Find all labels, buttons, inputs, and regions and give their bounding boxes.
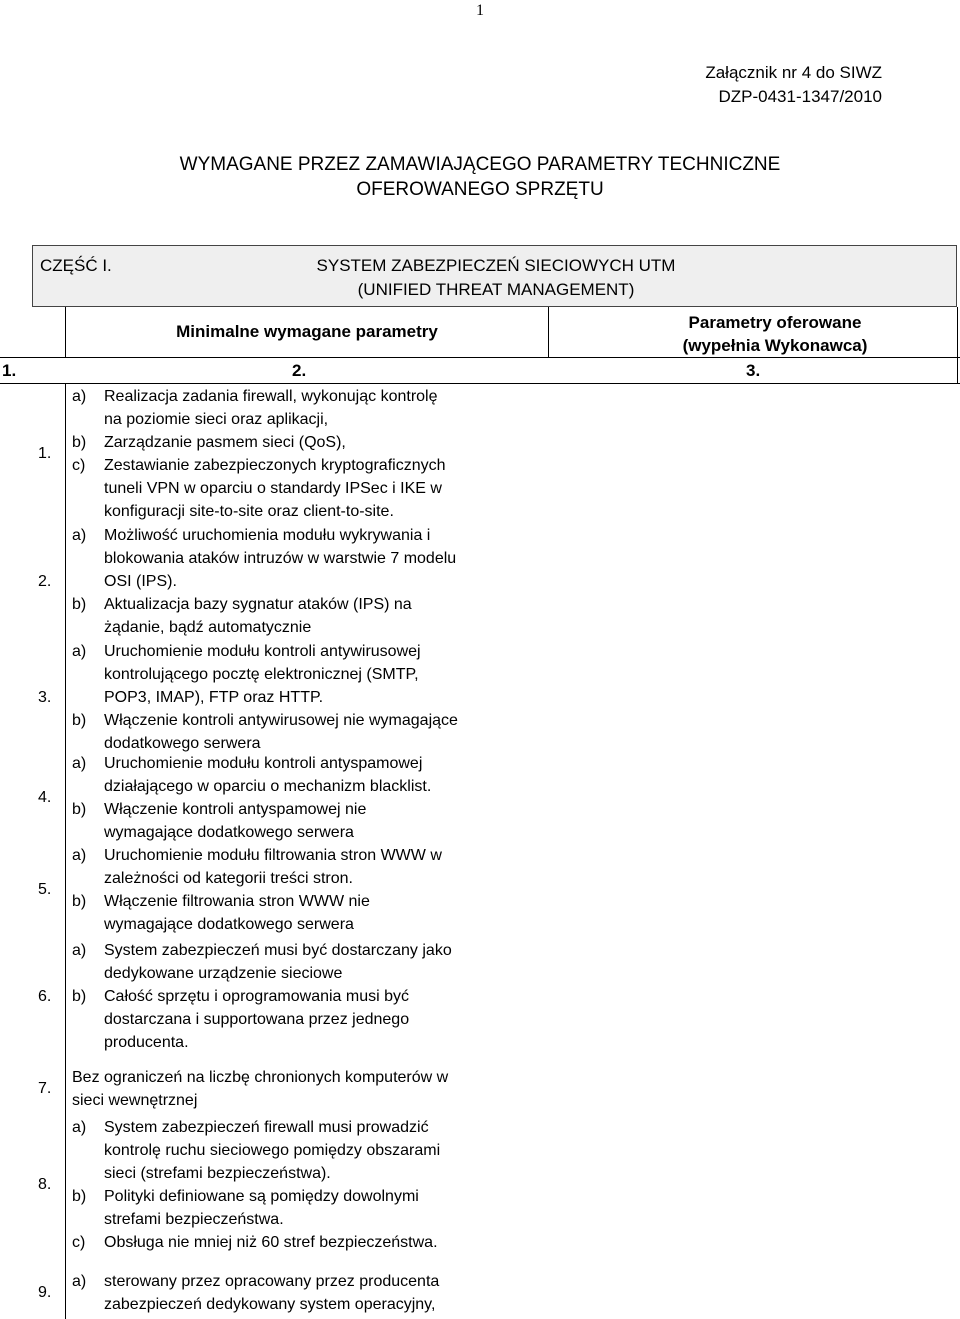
item-text: sieci wewnętrznej [72, 1092, 198, 1109]
section-name-line2: (UNIFIED THREAT MANAGEMENT) [357, 280, 635, 299]
item-text: sterowany przez opracowany przez producenta [104, 1273, 440, 1290]
column-number-3: 3. [746, 361, 761, 380]
item-text: wymagające dodatkowego serwera [104, 916, 354, 933]
item-text: blokowania ataków intruzów w warstwie 7 modelu [104, 550, 457, 567]
col-offer-header-line2: (wypełnia Wykonawca) [682, 336, 868, 355]
item-text: Realizacja zadania firewall, wykonując kontrolę [104, 388, 438, 405]
row-number: 1. [38, 445, 52, 462]
item-text: Obsługa nie mniej niż 60 stref bezpieczeństwa. [104, 1234, 438, 1251]
row-number: 4. [38, 789, 52, 806]
item-letter: b) [72, 434, 87, 451]
item-letter: b) [72, 801, 87, 818]
item-text: dostarczana i supportowana przez jednego [104, 1011, 410, 1028]
attachment-label: Załącznik nr 4 do SIWZ [705, 63, 882, 82]
row-number: 2. [38, 572, 52, 590]
row-number: 8. [38, 1176, 52, 1193]
item-text: Aktualizacja bazy sygnatur ataków (IPS) na [104, 596, 412, 613]
item-text: na poziomie sieci oraz aplikacji, [104, 411, 329, 428]
item-text: zależności od kategorii treści stron. [104, 870, 353, 887]
document-title-line2: OFEROWANEGO SPRZĘTU [356, 179, 604, 200]
section-name-line1: SYSTEM ZABEZPIECZEŃ SIECIOWYCH UTM [316, 256, 676, 275]
requirement-line [72, 1066, 448, 1089]
item-text: zabezpieczeń dedykowany system operacyjny, [104, 1296, 436, 1313]
item-text: kontrolę ruchu sieciowego pomiędzy obszarami [104, 1142, 441, 1159]
item-text: Polityki definiowane są pomiędzy dowolnymi [104, 1188, 419, 1205]
col-offer-header-line1: Parametry oferowane [688, 313, 862, 332]
row-number: 3. [38, 688, 52, 706]
item-text: System zabezpieczeń firewall musi prowadzić [104, 1119, 429, 1136]
section-label: CZĘŚĆ I. [40, 256, 112, 275]
column-number-1: 1. [2, 361, 17, 380]
item-text: Włączenie kontroli antywirusowej nie wymagające [104, 712, 458, 729]
item-letter: b) [72, 893, 87, 910]
item-text: Uruchomienie modułu kontroli antywirusowej [104, 643, 421, 660]
item-text: wymagające dodatkowego serwera [104, 824, 354, 841]
item-text: producenta. [104, 1034, 189, 1051]
reference-number: DZP-0431-1347/2010 [718, 87, 882, 106]
item-text: OSI (IPS). [104, 573, 177, 590]
item-text: Zarządzanie pasmem sieci (QoS), [104, 434, 346, 451]
item-text: POP3, IMAP), FTP oraz HTTP. [104, 689, 324, 706]
item-text: Bez ograniczeń na liczbę chronionych komputerów w [72, 1069, 449, 1086]
item-letter: a) [72, 1119, 87, 1136]
item-letter: b) [72, 988, 87, 1005]
item-text: strefami bezpieczeństwa. [104, 1211, 284, 1228]
item-text: żądanie, bądź automatycznie [104, 619, 312, 636]
row-number: 7. [38, 1080, 52, 1097]
item-letter: a) [72, 643, 87, 660]
item-letter: b) [72, 712, 87, 729]
item-letter: a) [72, 388, 87, 405]
item-letter: a) [72, 942, 87, 959]
row-number: 6. [38, 987, 52, 1005]
item-text: działającego w oparciu o mechanizm blacklist. [104, 778, 432, 795]
item-text: System zabezpieczeń musi być dostarczany jako [104, 942, 452, 959]
page-number: 1 [476, 2, 484, 19]
item-letter: a) [72, 527, 87, 544]
item-text: Możliwość uruchomienia modułu wykrywania i [104, 527, 431, 544]
item-text: konfiguracji site-to-site oraz client-to-site. [104, 503, 394, 520]
col-min-params-header: Minimalne wymagane parametry [176, 322, 438, 341]
item-letter: c) [72, 1234, 86, 1251]
requirement-line [72, 1089, 197, 1112]
item-text: sieci (strefami bezpieczeństwa). [104, 1165, 331, 1182]
row-number: 9. [38, 1284, 52, 1301]
item-letter: c) [72, 457, 86, 474]
item-text: Uruchomienie modułu filtrowania stron WWW w [104, 847, 442, 864]
item-letter: b) [72, 1188, 87, 1205]
row-number: 5. [38, 881, 52, 898]
document-title-line1: WYMAGANE PRZEZ ZAMAWIAJĄCEGO PARAMETRY TECHNICZNE [179, 154, 781, 175]
item-letter: a) [72, 1273, 87, 1290]
item-letter: a) [72, 847, 87, 864]
item-letter: a) [72, 755, 87, 772]
item-text: tuneli VPN w oparciu o standardy IPSec i IKE w [104, 480, 442, 497]
item-text: Włączenie kontroli antyspamowej nie [104, 801, 367, 818]
item-letter: b) [72, 596, 87, 613]
item-text: dodatkowego serwera [104, 735, 261, 752]
item-text: Włączenie filtrowania stron WWW nie [104, 893, 370, 910]
item-text: kontrolującego pocztę elektronicznej (SMTP, [104, 666, 419, 683]
item-text: dedykowane urządzenie sieciowe [104, 965, 343, 982]
item-text: Całość sprzętu i oprogramowania musi być [104, 988, 410, 1005]
column-number-2: 2. [292, 361, 307, 380]
item-text: Uruchomienie modułu kontroli antyspamowej [104, 755, 423, 772]
item-text: Zestawianie zabezpieczonych kryptograficznych [104, 457, 446, 474]
